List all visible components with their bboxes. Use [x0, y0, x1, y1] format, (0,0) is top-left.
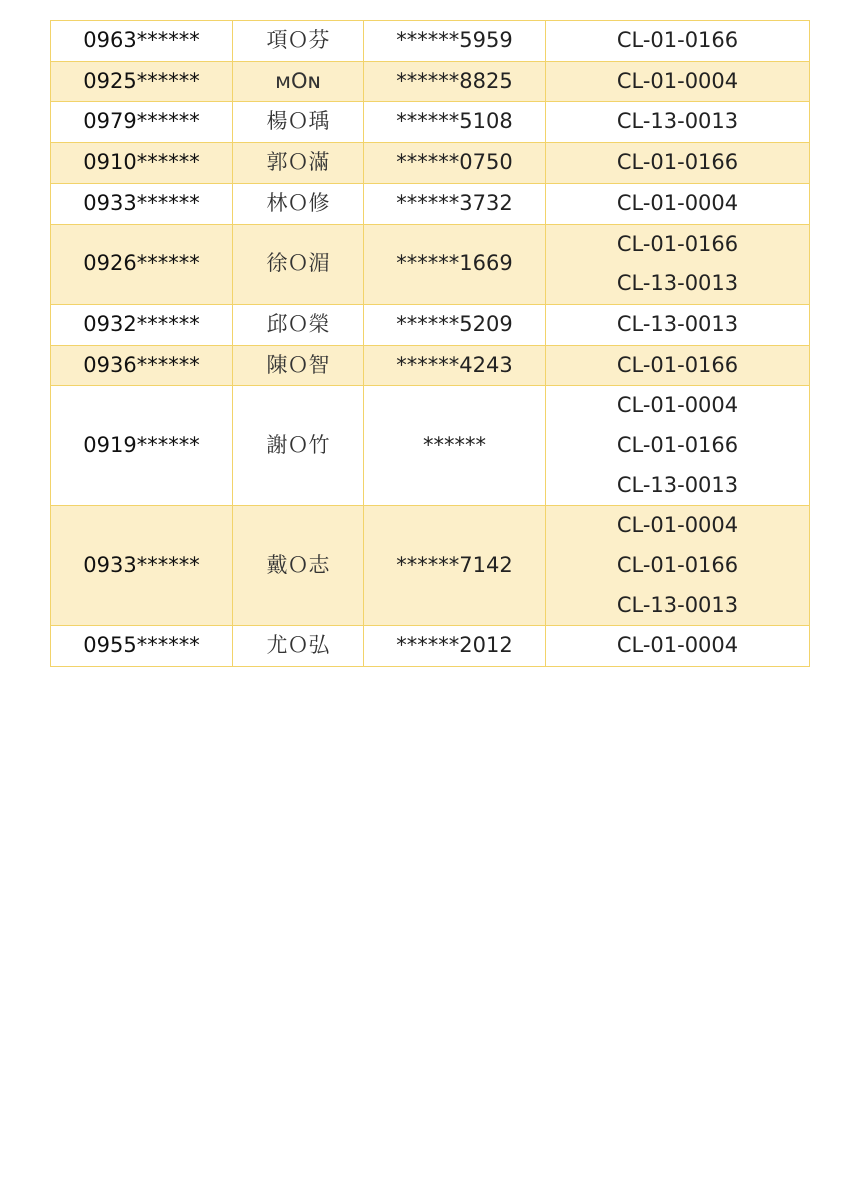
id-cell: ******5959	[364, 21, 546, 62]
product-code: CL-01-0004	[616, 393, 739, 418]
product-code-cell	[546, 183, 810, 224]
table-row	[51, 386, 810, 506]
table-row	[51, 506, 810, 626]
product-code-cell	[546, 224, 810, 304]
product-code-cell	[546, 386, 810, 506]
phone-cell: 0933******	[51, 506, 233, 626]
product-code: CL-01-0004	[616, 68, 739, 93]
phone-cell: 0933******	[51, 183, 233, 224]
table-row	[51, 21, 810, 62]
product-code-cell	[546, 506, 810, 626]
product-code: CL-01-0166	[616, 432, 739, 457]
phone-cell: 0926******	[51, 224, 233, 304]
name-cell: 謝Ｏ竹	[233, 386, 364, 506]
id-cell: ******	[364, 386, 546, 506]
name-cell: 郭Ｏ滿	[233, 143, 364, 184]
product-code: CL-01-0166	[616, 352, 739, 377]
product-code: CL-01-0166	[616, 150, 739, 175]
product-code-cell	[546, 143, 810, 184]
product-code-cell	[546, 626, 810, 667]
phone-cell: 0955******	[51, 626, 233, 667]
name-text: ᴍOɴ	[275, 68, 321, 93]
product-code-cell	[546, 21, 810, 62]
table-row	[51, 143, 810, 184]
product-code: CL-01-0004	[616, 190, 739, 215]
winners-table	[50, 20, 810, 667]
product-code: CL-13-0013	[616, 311, 739, 336]
name-cell: 陳Ｏ智	[233, 345, 364, 386]
id-cell: ******1669	[364, 224, 546, 304]
table-row	[51, 183, 810, 224]
name-cell: 項Ｏ芬	[233, 21, 364, 62]
name-cell: 邱Ｏ榮	[233, 304, 364, 345]
table-row	[51, 102, 810, 143]
product-code: CL-13-0013	[616, 109, 739, 134]
phone-cell: 0932******	[51, 304, 233, 345]
phone-cell: 0936******	[51, 345, 233, 386]
id-cell: ******0750	[364, 143, 546, 184]
product-code: CL-01-0004	[616, 633, 739, 658]
product-code: CL-13-0013	[616, 592, 739, 617]
table-row	[51, 626, 810, 667]
name-cell: 林Ｏ修	[233, 183, 364, 224]
id-cell: ******5209	[364, 304, 546, 345]
product-code-cell	[546, 345, 810, 386]
phone-cell: 0919******	[51, 386, 233, 506]
phone-cell: 0979******	[51, 102, 233, 143]
id-cell: ******4243	[364, 345, 546, 386]
product-code: CL-13-0013	[616, 271, 739, 296]
id-cell: ******2012	[364, 626, 546, 667]
product-code: CL-13-0013	[616, 472, 739, 497]
product-code: CL-01-0166	[616, 231, 739, 256]
product-code: CL-01-0166	[616, 28, 739, 52]
name-cell: 戴Ｏ志	[233, 506, 364, 626]
id-cell: ******7142	[364, 506, 546, 626]
table-row	[51, 61, 810, 102]
phone-cell: 0925******	[51, 61, 233, 102]
product-code-cell	[546, 61, 810, 102]
product-code-cell	[546, 304, 810, 345]
table-row	[51, 224, 810, 304]
table-row	[51, 304, 810, 345]
product-code: CL-01-0166	[616, 553, 739, 578]
name-cell: 尤Ｏ弘	[233, 626, 364, 667]
phone-cell: 0910******	[51, 143, 233, 184]
name-cell	[233, 61, 364, 102]
id-cell: ******3732	[364, 183, 546, 224]
name-cell: 徐Ｏ湄	[233, 224, 364, 304]
table-row	[51, 345, 810, 386]
name-cell: 楊Ｏ瑀	[233, 102, 364, 143]
product-code: CL-01-0004	[616, 513, 739, 538]
product-code-cell	[546, 102, 810, 143]
phone-cell: 0963******	[51, 21, 233, 62]
id-cell: ******8825	[364, 61, 546, 102]
id-cell: ******5108	[364, 102, 546, 143]
